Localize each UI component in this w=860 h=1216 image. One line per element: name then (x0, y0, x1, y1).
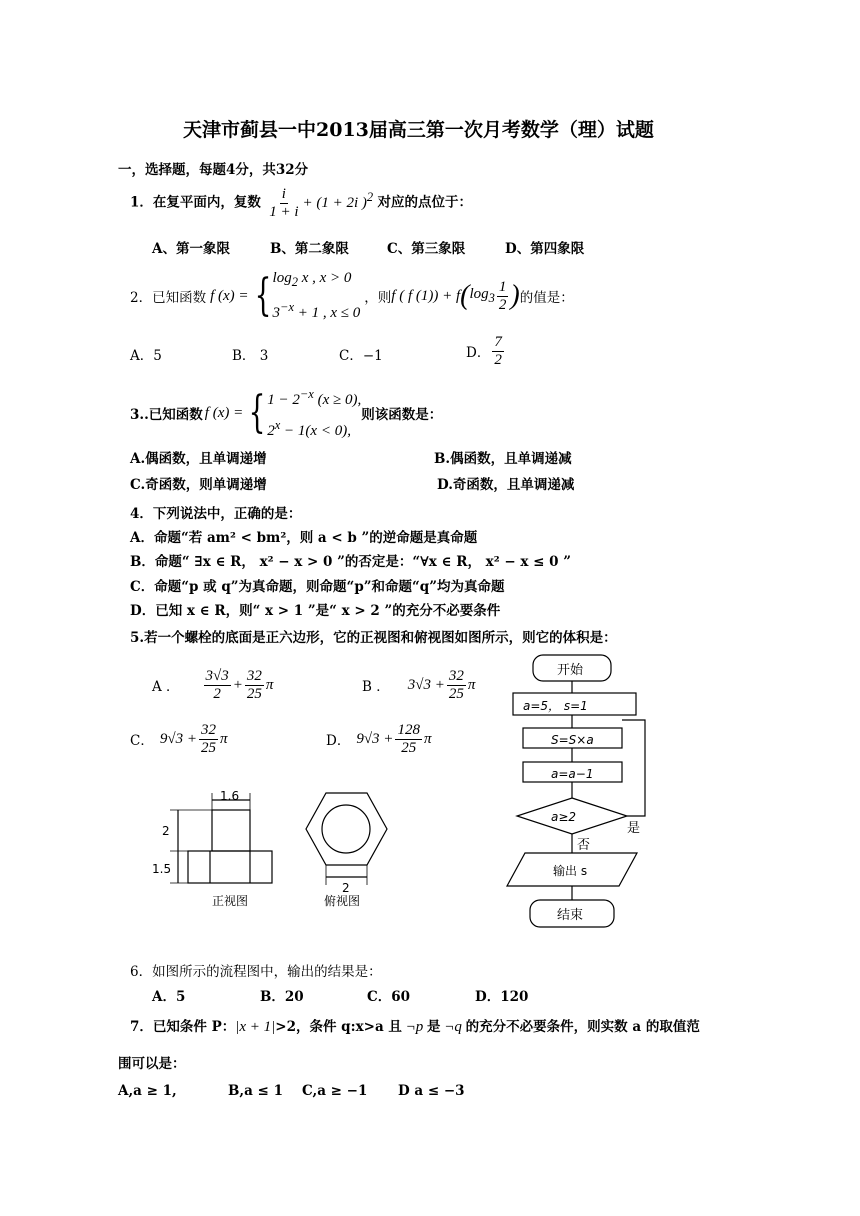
q5-option-a: A ． $\frac{3√3}{2}$ + $\frac{32}{25}$ π (152, 668, 274, 702)
q5-option-b: B ． 3√3 + $\frac{32}{25}$ π (362, 668, 476, 702)
question-7-continued: 围可以是： (118, 1056, 186, 1072)
question-1: 1．在复平面内，复数 $\frac{i}{1 + i}$ + (1 + 2i )$^2$ 对应的点位于： (130, 186, 472, 220)
bolt-views-figure (150, 785, 400, 915)
q1-option-b: B、第二象限 (270, 241, 349, 257)
q6-option-d: D．120 (475, 989, 529, 1005)
flow-init-label: a=5， s=1 (523, 699, 588, 713)
front-view-caption: 正视图 (212, 894, 249, 908)
flow-step1-label: S=S×a (551, 733, 594, 747)
flow-output-label: 输出 s (553, 864, 588, 878)
question-4: 4．下列说法中，正确的是： (130, 506, 302, 522)
q6-option-b: B．20 (260, 989, 304, 1005)
q2-option-d: D． $\frac{7}{2}$ (466, 334, 502, 368)
flow-condition-label: a≥2 (551, 810, 577, 824)
dim-height-top: 2 (162, 824, 170, 838)
q3-option-b: B.偶函数，且单调递减 (434, 451, 572, 467)
q1-option-a: A、第一象限 (152, 241, 230, 257)
q6-option-a: A．5 (152, 989, 186, 1005)
q5-option-c: C． 9√3 + $\frac{32}{25}$ π (130, 722, 228, 756)
section-heading: 一，选择题，每题4分，共32分 (118, 162, 309, 178)
q4-option-b: B．命题“ ∃x ∈ R， x² − x > 0 ”的否定是：“∀x ∈ R， x² − x ≤ 0 ” (130, 554, 571, 570)
front-view (170, 793, 272, 883)
page-title: 天津市蓟县一中2013届高三第一次月考数学（理）试题 (183, 119, 654, 141)
complex-fraction: $\frac{i}{1 + i}$ (269, 186, 299, 220)
flowchart (505, 650, 675, 935)
question-3: 3..已知函数 f (x) = { $1 - 2^{-x}$ (x ≥ 0), $2^x - 1(x < 0)$, 则该函数是： (130, 387, 443, 439)
top-view-caption: 俯视图 (324, 894, 361, 908)
q3-option-c: C.奇函数，则单调递增 (130, 477, 267, 493)
q7-option-c: C,a ≥ −1 (302, 1083, 368, 1099)
q7-option-a: A,a ≥ 1, (118, 1083, 177, 1099)
dim-hex: 2 (342, 881, 350, 895)
q2-option-a: A．5 (130, 348, 162, 364)
question-6: 6．如图所示的流程图中，输出的结果是： (130, 964, 382, 980)
q3-option-a: A.偶函数，且单调递增 (130, 451, 267, 467)
q2-option-c: C．−1 (339, 348, 383, 364)
question-5: 5.若一个螺栓的底面是正六边形，它的正视图和俯视图如图所示，则它的体积是： (130, 630, 617, 646)
flow-yes-label: 是 (627, 821, 641, 836)
q3-option-d: D.奇函数，且单调递减 (437, 477, 575, 493)
q4-option-c: C．命题“p 或 q”为真命题，则命题“p”和命题“q”均为真命题 (130, 579, 505, 595)
flow-start-label: 开始 (557, 663, 584, 678)
dim-height-base: 1.5 (152, 862, 172, 876)
question-7: 7．已知条件 P：|x + 1|>2，条件 q:x>a 且 ¬p 是 ¬q 的充分不必要条件，则实数 a 的取值范 (130, 1019, 700, 1035)
flow-end-label: 结束 (557, 908, 584, 923)
q5-option-d: D． 9√3 + $\frac{128}{25}$ π (326, 722, 432, 756)
q7-option-d: D a ≤ −3 (398, 1083, 465, 1099)
q2-option-b: B． 3 (232, 348, 269, 364)
top-view (306, 793, 387, 885)
q4-option-a: A．命题“若 am² < bm²，则 a < b ”的逆命题是真命题 (130, 530, 478, 546)
q4-option-d: D．已知 x ∈ R，则“ x > 1 ”是“ x > 2 ”的充分不必要条件 (130, 603, 501, 619)
q1-option-c: C、第三象限 (387, 241, 466, 257)
flow-step2-label: a=a−1 (551, 767, 594, 781)
flow-no-label: 否 (577, 838, 591, 853)
question-2: 2． 已知函数 f (x) = { $\log_2 x$ , x > 0 $3^{-x} + 1$ , x ≤ 0 ，则 f ( f (1)) + f ( $\log_3$ $\frac{1}{2}$ ) 的值是： (130, 270, 574, 321)
q7-option-b: B,a ≤ 1 (228, 1083, 283, 1099)
q6-option-c: C．60 (367, 989, 411, 1005)
q1-option-d: D、第四象限 (505, 241, 585, 257)
dim-width: 1.6 (220, 789, 240, 803)
